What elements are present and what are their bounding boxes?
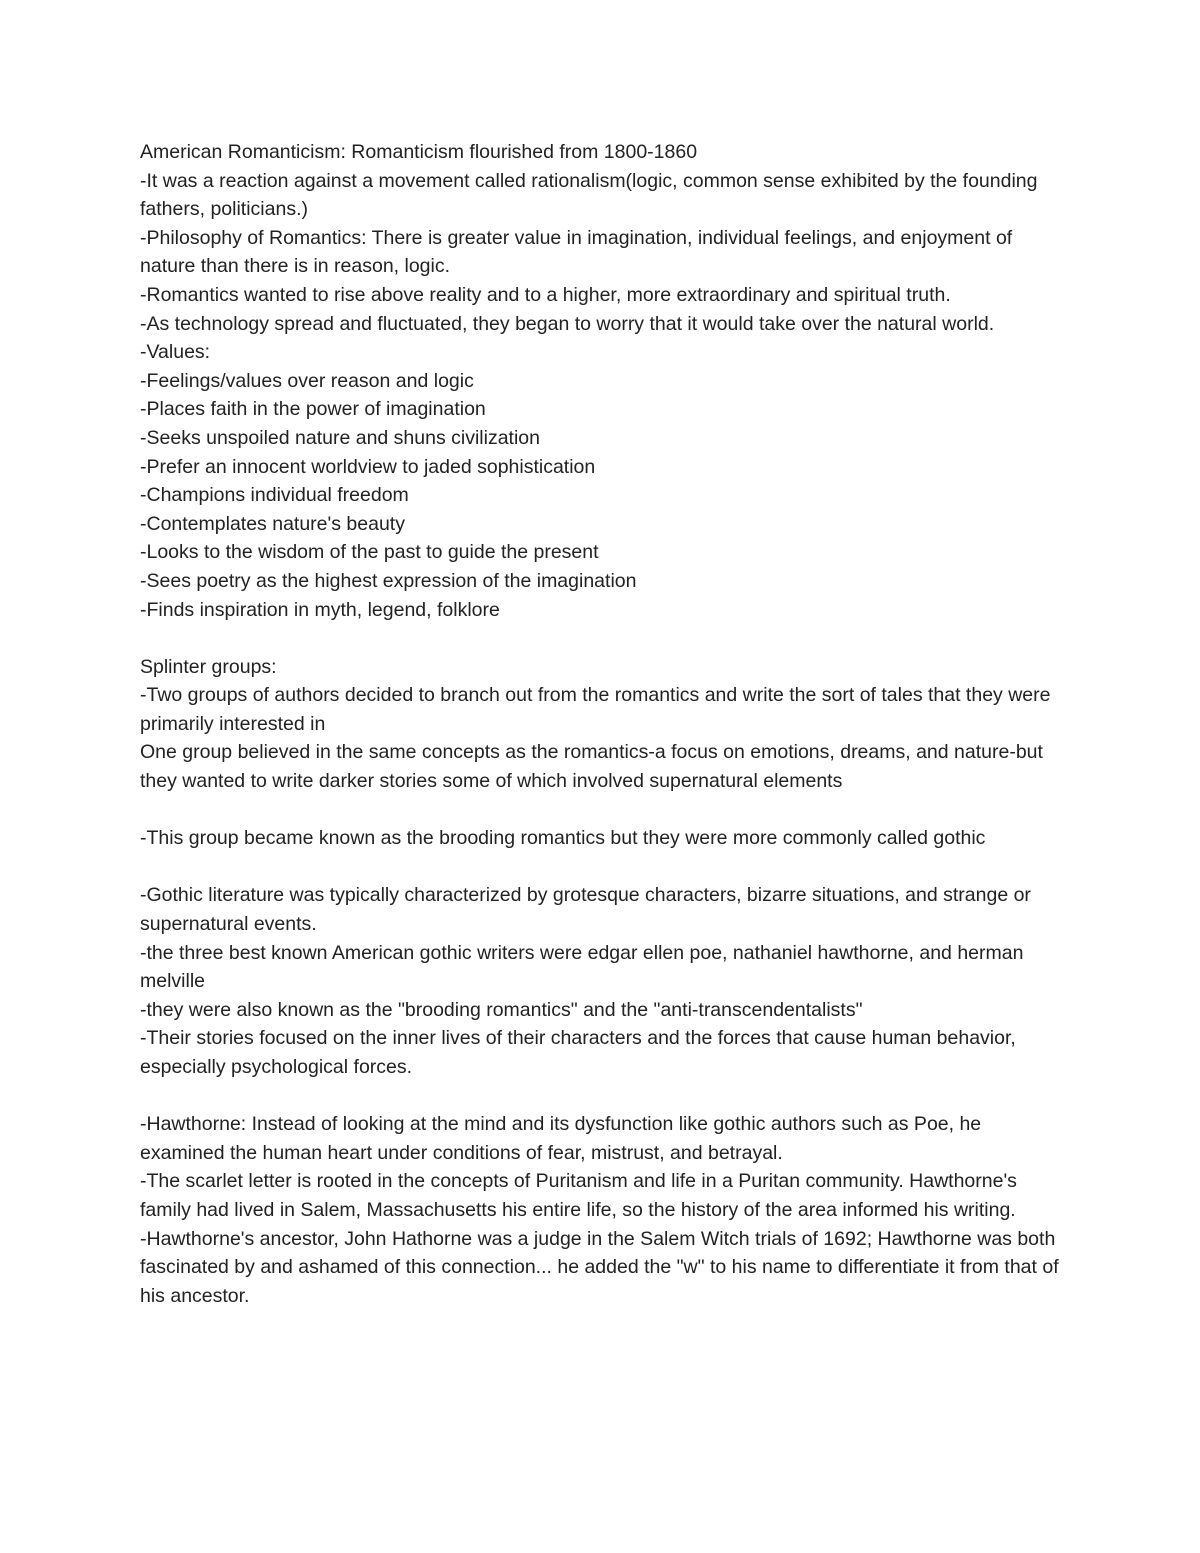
text-line: -Romantics wanted to rise above reality and to a higher, more extraordinary and spiritual truth. (140, 283, 951, 306)
value-item: -Looks to the wisdom of the past to guide the present (140, 541, 599, 564)
blank-line (140, 624, 1060, 653)
text-line: -It was a reaction against a movement called rationalism(logic, common sense exhibited by the founding fathers, politicians.) (140, 169, 1038, 221)
value-item: -Champions individual freedom (140, 484, 409, 507)
text-line: -Philosophy of Romantics: There is greater value in imagination, individual feelings, and enjoyment of nature than there is in reason, logic. (140, 226, 1013, 278)
splinter-groups-heading: Splinter groups: (140, 655, 277, 678)
value-item: -Finds inspiration in myth, legend, folklore (140, 598, 500, 621)
value-item: -Prefer an innocent worldview to jaded sophistication (140, 455, 596, 478)
value-item: -Seeks unspoiled nature and shuns civilization (140, 426, 540, 449)
document-title-line: American Romanticism: Romanticism flourished from 1800-1860 (140, 141, 698, 163)
text-line: -As technology spread and fluctuated, they began to worry that it would take over the natural world. (140, 312, 995, 335)
text-line: -Hawthorne's ancestor, John Hathorne was a judge in the Salem Witch trials of 1692; Hawthorne was both fascinated by and ashamed of this connection... he added the "w" to his name to differentiate it from that of his ancestor. (140, 1227, 1059, 1307)
document-body (140, 138, 1060, 1310)
value-item: -Places faith in the power of imagination (140, 398, 486, 421)
text-line: -Two groups of authors decided to branch out from the romantics and write the sort of tales that they were primarily interested in (140, 684, 1051, 735)
text-line: -Gothic literature was typically characterized by grotesque characters, bizarre situations, and strange or supernatural events. (140, 884, 1031, 936)
blank-line (140, 853, 1060, 882)
value-item: -Feelings/values over reason and logic (140, 369, 474, 392)
values-heading: -Values: (140, 341, 211, 364)
blank-line (140, 1082, 1060, 1111)
blank-line (140, 796, 1060, 825)
value-item: -Sees poetry as the highest expression of the imagination (140, 569, 637, 592)
text-line: -Their stories focused on the inner lives of their characters and the forces that cause human behavior, especially psychological forces. (140, 1027, 1016, 1078)
text-line: -they were also known as the "brooding romantics" and the "anti-transcendentalists" (140, 998, 863, 1021)
value-item: -Contemplates nature's beauty (140, 512, 405, 535)
text-line: -the three best known American gothic writers were edgar ellen poe, nathaniel hawthorne, and herman melville (140, 941, 1024, 993)
text-line: -The scarlet letter is rooted in the concepts of Puritanism and life in a Puritan community. Hawthorne's family had lived in Salem, Massachusetts his entire life, so the history of the area informed his writing. (140, 1170, 1017, 1221)
text-line: -This group became known as the brooding romantics but they were more commonly called gothic (140, 827, 986, 850)
text-line: One group believed in the same concepts as the romantics-a focus on emotions, dreams, and nature-but they wanted to write darker stories some of which involved supernatural elements (140, 741, 1043, 793)
text-line: -Hawthorne: Instead of looking at the mind and its dysfunction like gothic authors such as Poe, he examined the human heart under conditions of fear, mistrust, and betrayal. (140, 1113, 982, 1164)
